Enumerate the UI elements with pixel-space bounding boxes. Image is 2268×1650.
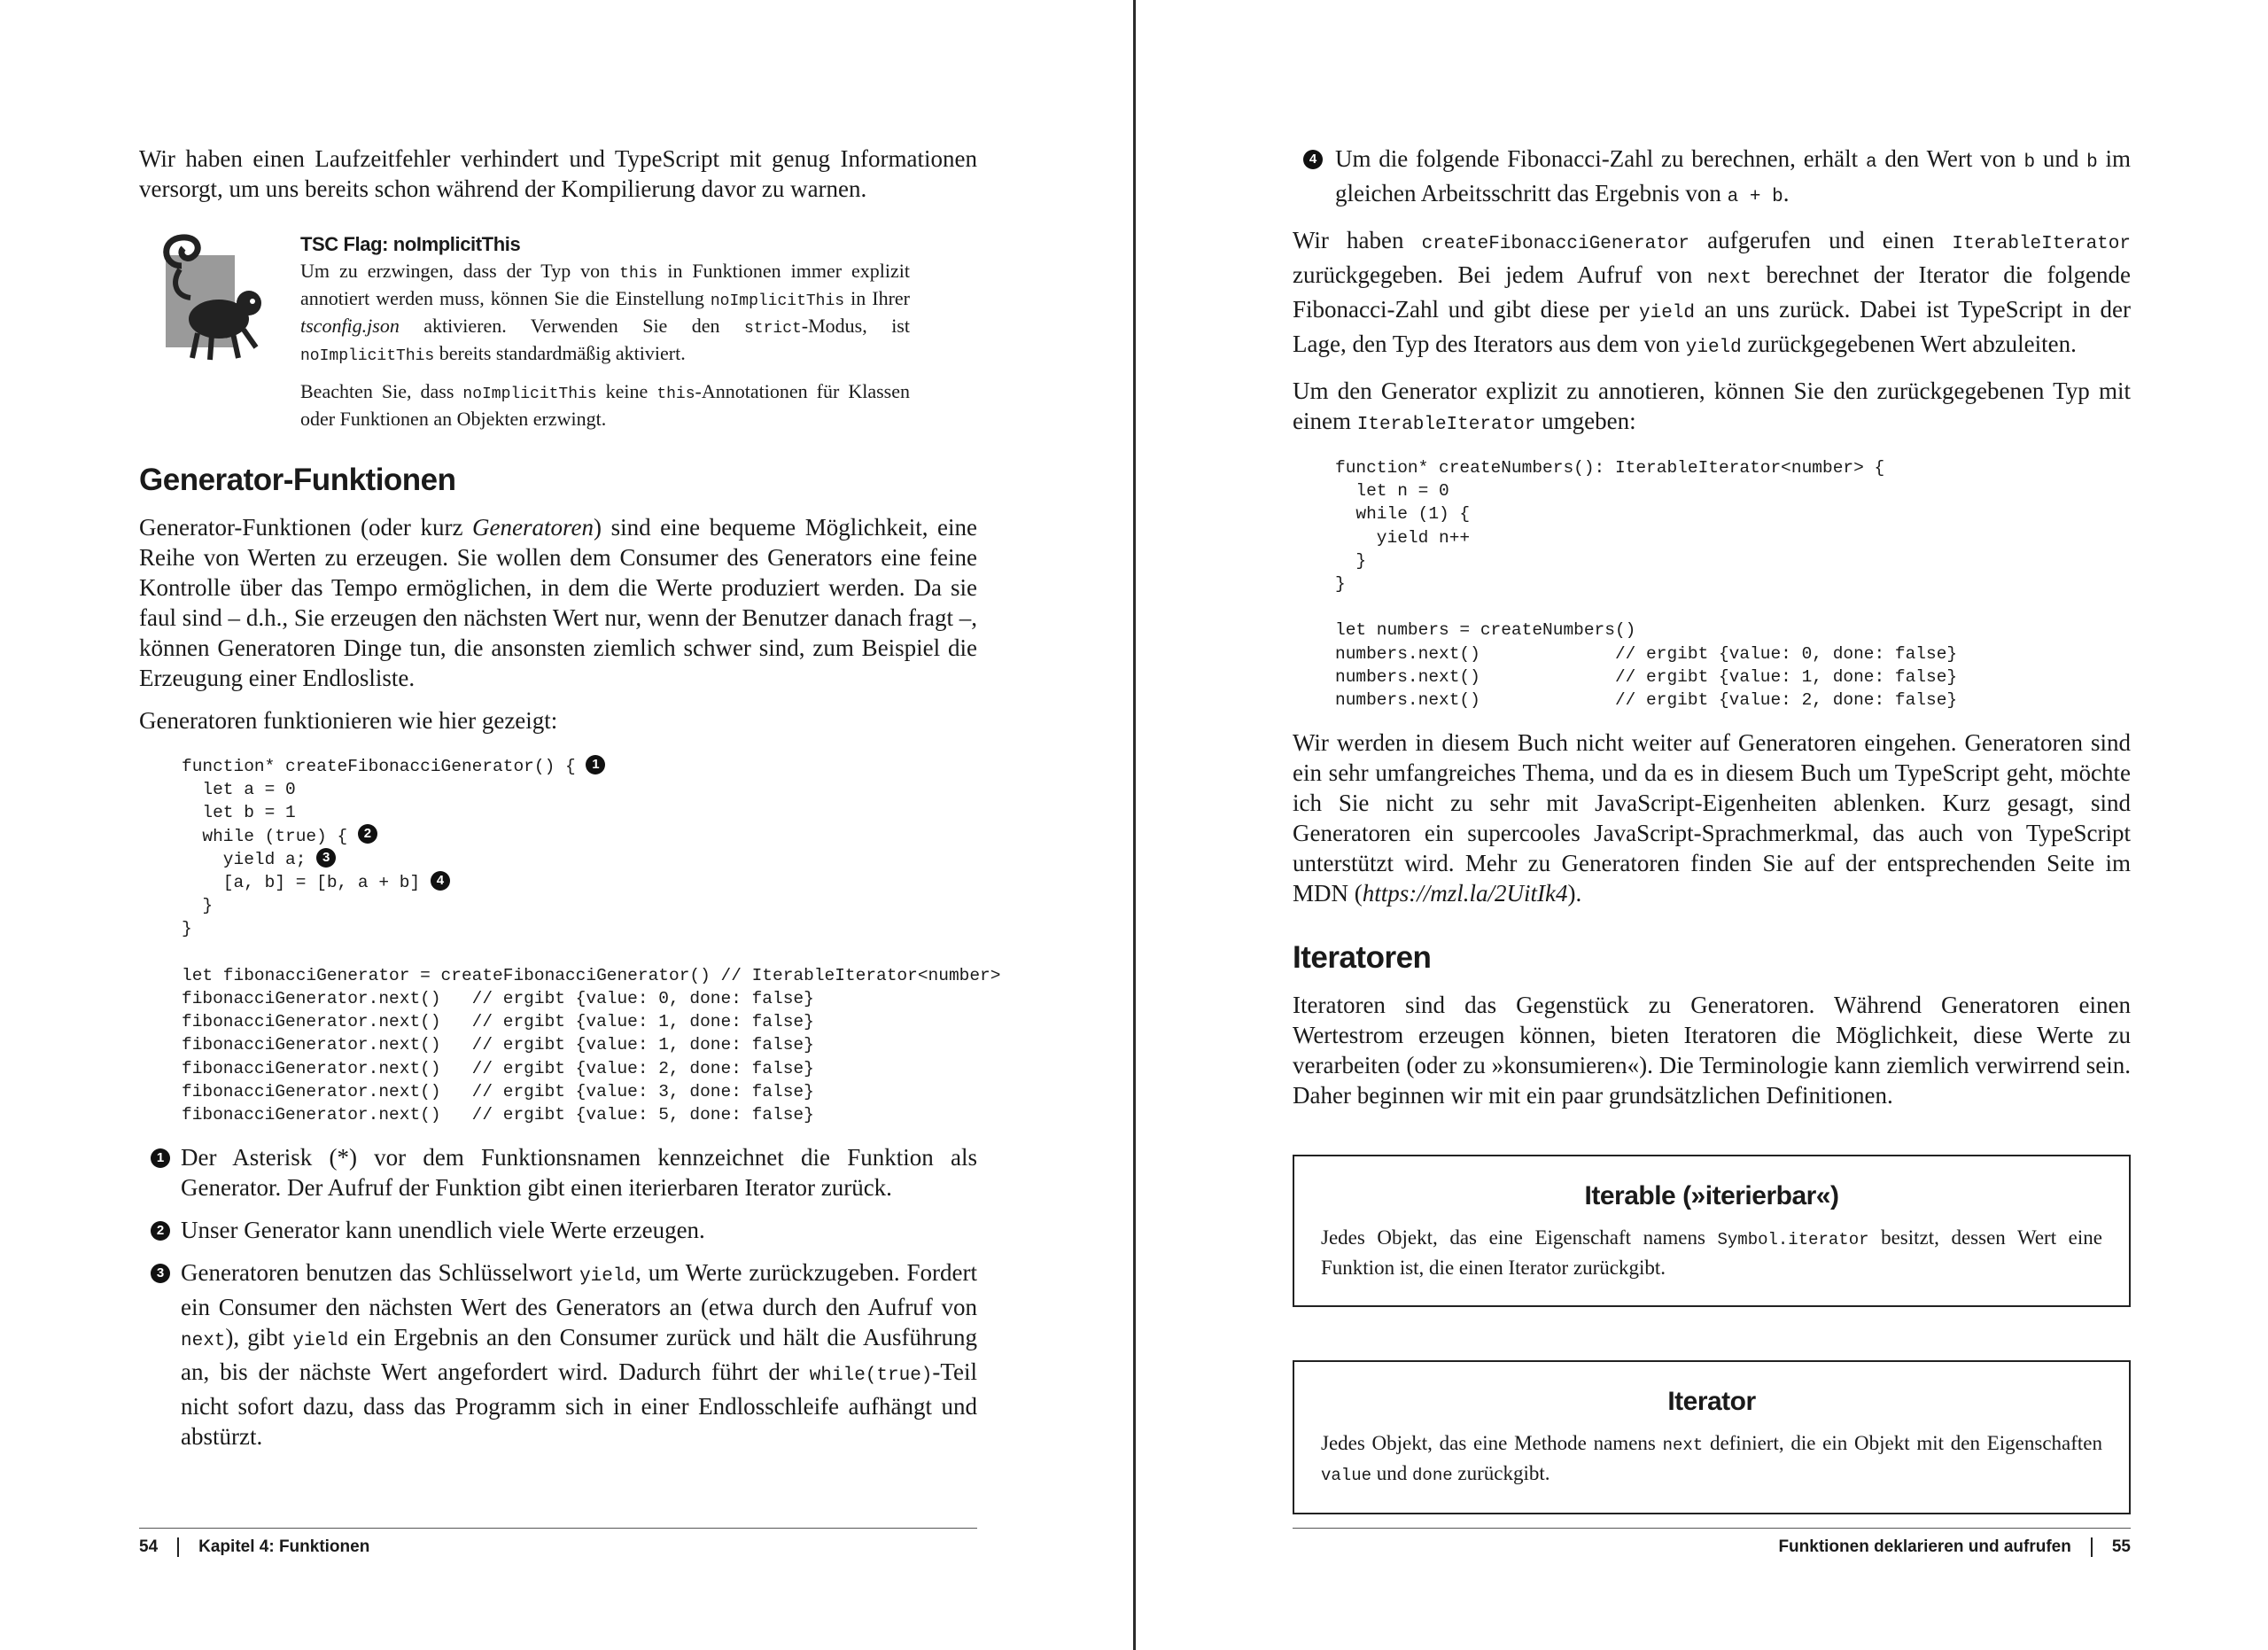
- note-paragraph-2: Beachten Sie, dass noImplicitThis keine this-Annotationen für Klassen oder Funktionen an Objekten erzwingt.: [300, 380, 910, 430]
- left-page: [139, 0, 1001, 1650]
- callout-marker-4: 4: [1303, 150, 1323, 169]
- generators-summary-paragraph: Wir werden in diesem Buch nicht weiter auf Generatoren eingehen. Generatoren sind ein sehr umfangreiches Thema, und da es in diesem Buch um TypeScript geht, möchte ich Sie nicht zu sehr mit JavaScript-Eigenheiten ablenken. Kurz gesagt, sind Generatoren ein supercooles JavaScript-Sprachmerkmal, das auch von TypeScript unterstützt wird. Mehr zu Generatoren finden Sie auf der entsprechenden Seite im MDN (https://mzl.la/2UitIk4).: [1293, 729, 2131, 907]
- definition-text-iterable: Jedes Objekt, das eine Eigenschaft namens Symbol.iterator besitzt, dessen Wert eine Funktion ist, die einen Iterator zurückgibt.: [1321, 1226, 2102, 1280]
- page-number-left: 54: [139, 1537, 159, 1557]
- definition-title-iterable: Iterable (»iterierbar«): [1584, 1181, 1839, 1211]
- definition-box-iterable: [1293, 1155, 2131, 1307]
- code-listing-create-numbers: function* createNumbers(): IterableIterator<number> { let n = 0 while (1) { yield n++ } } let numbers = createNumbers() numbers.next() // ergibt {value: 0, done: false} numbers.next() // ergibt {value: 1, done: false} numbers.next() // ergibt {value: 2, done: false}: [1335, 458, 1958, 711]
- section-heading-iterators: Iteratoren: [1293, 940, 1432, 976]
- definition-title-iterator: Iterator: [1667, 1387, 1756, 1417]
- lemur-icon: [157, 234, 263, 363]
- callout-marker-2: 2: [358, 824, 377, 844]
- page-number-right: 55: [2111, 1537, 2131, 1557]
- callout-marker-1: 1: [586, 755, 605, 774]
- right-page: [1293, 0, 2131, 1650]
- callout-explanation-4: [1293, 144, 2131, 213]
- callout-text-2: Unser Generator kann unendlich viele Werte erzeugen.: [181, 1217, 705, 1244]
- annotate-generator-paragraph: Um den Generator explizit zu annotieren, können Sie den zurückgegebenen Typ mit einem IterableIterator umgeben:: [1293, 377, 2131, 435]
- note-title: TSC Flag: noImplicitThis: [300, 233, 521, 255]
- section-heading-generators: Generator-Funktionen: [139, 463, 456, 497]
- callout-text-4: Um die folgende Fibonacci-Zahl zu berechnen, erhält a den Wert von b und b im gleichen Arbeitsschritt das Ergebnis von a + b.: [1335, 145, 2132, 207]
- note-paragraph-1: Um zu erzwingen, dass der Typ von this in Funktionen immer explizit annotiert werden muss, können Sie die Einstellung noImplicitThis in Ihrer tsconfig.json aktivieren. Verwenden Sie den strict-Modus, ist noImplicitThis bereits standardmäßig aktiviert.: [300, 260, 911, 365]
- left-page-footer: [139, 1528, 977, 1557]
- callout-marker-4: 4: [431, 871, 450, 891]
- tsc-flag-note: [139, 232, 977, 431]
- callout-marker-3: 3: [151, 1264, 170, 1283]
- definition-text-iterator: Jedes Objekt, das eine Methode namens next definiert, die ein Objekt mit den Eigenschaften value und done zurückgibt.: [1321, 1432, 2102, 1486]
- callout-explanation-3: [139, 1257, 977, 1452]
- callout-marker-2: 2: [151, 1221, 170, 1241]
- mdn-link[interactable]: https://mzl.la/2UitIk4: [1362, 880, 1568, 907]
- callout-explanation-1: [139, 1142, 977, 1202]
- callout-text-3: Generatoren benutzen das Schlüsselwort yield, um Werte zurückzugeben. Fordert ein Consumer den nächsten Wert des Generators an (etwa durch den Aufruf von next), gibt yield ein Ergebnis an den Consumer zurück und hält die Ausführung an, bis der nächste Wert angefordert wird. Dadurch führt der while(true)-Teil nicht sofort dazu, dass das Programm sich in einer Endlosschleife aufhängt und abstürzt.: [181, 1259, 977, 1451]
- right-page-footer: [1293, 1528, 2131, 1557]
- generators-paragraph: Generator-Funktionen (oder kurz Generatoren) sind eine bequeme Möglichkeit, eine Reihe von Werten zu erzeugen. Sie wollen dem Consumer des Generators eine feine Kontrolle über das Tempo ermöglichen, in dem die Werte produziert werden. Da sie faul sind – d.h., Sie erzeugen den nächsten Wert nur, wenn der Benutzer danach fragt –, können Generatoren Dinge tun, die ansonsten ziemlich schwer sind, zum Beispiel die Erzeugung einer Endlosliste.: [139, 514, 977, 691]
- section-title: Funktionen deklarieren und aufrufen: [1778, 1537, 2071, 1557]
- code-listing-fibonacci: function* createFibonacciGenerator() { 1 let a = 0 let b = 1 while (true) { 2 yield a; 3 [a, b] = [b, a + b] 4 } } let fibonacciGenerator = createFibonacciGenerator() // IterableIterator<number> fibonacciGenerator.next() // ergibt {value: 0, done: false} fibonacciGenerator.next() // ergibt {value: 1, done: false} fibonacciGenerator.next() // ergibt {value: 1, done: false} fibonacciGenerator.next() // ergibt {value: 2, done: false} fibonacciGenerator.next() // ergibt {value: 3, done: false} fibonacciGenerator.next() // ergibt {value: 5, done: false}: [182, 756, 1001, 1125]
- definition-box-iterator: [1293, 1360, 2131, 1514]
- callout-marker-1: 1: [151, 1148, 170, 1168]
- intro-paragraph: Wir haben einen Laufzeitfehler verhindert und TypeScript mit genug Informationen versorgt, um uns bereits schon während der Kompilierung davor zu warnen.: [139, 145, 977, 202]
- callout-text-1: Der Asterisk (*) vor dem Funktionsnamen kennzeichnet die Funktion als Generator. Der Aufruf der Funktion gibt einen iterierbaren Iterator zurück.: [181, 1144, 977, 1202]
- callout-marker-3: 3: [316, 848, 336, 868]
- chapter-title: Kapitel 4: Funktionen: [198, 1537, 370, 1557]
- book-spine: [1133, 0, 1136, 1650]
- generators-intro-line: Generatoren funktionieren wie hier gezeigt:: [139, 707, 558, 734]
- iterators-intro-paragraph: Iteratoren sind das Gegenstück zu Generatoren. Während Generatoren einen Wertestrom erzeugen können, bieten Iteratoren die Möglichkeit, diese Werte zu verarbeiten (oder zu »konsumieren«). Die Terminologie kann ziemlich verwirrend sein. Daher beginnen wir mit ein paar grundsätzlichen Definitionen.: [1293, 992, 2131, 1109]
- iterator-explanation-paragraph: Wir haben createFibonacciGenerator aufgerufen und einen IterableIterator zurückgegeben. Bei jedem Aufruf von next berechnet der Iterator die folgende Fibonacci-Zahl und gibt diese per yield an uns zurück. Dabei ist TypeScript in der Lage, den Typ des Iterators aus dem von yield zurückgegebenen Wert abzuleiten.: [1293, 227, 2132, 358]
- callout-explanation-2: [139, 1215, 977, 1245]
